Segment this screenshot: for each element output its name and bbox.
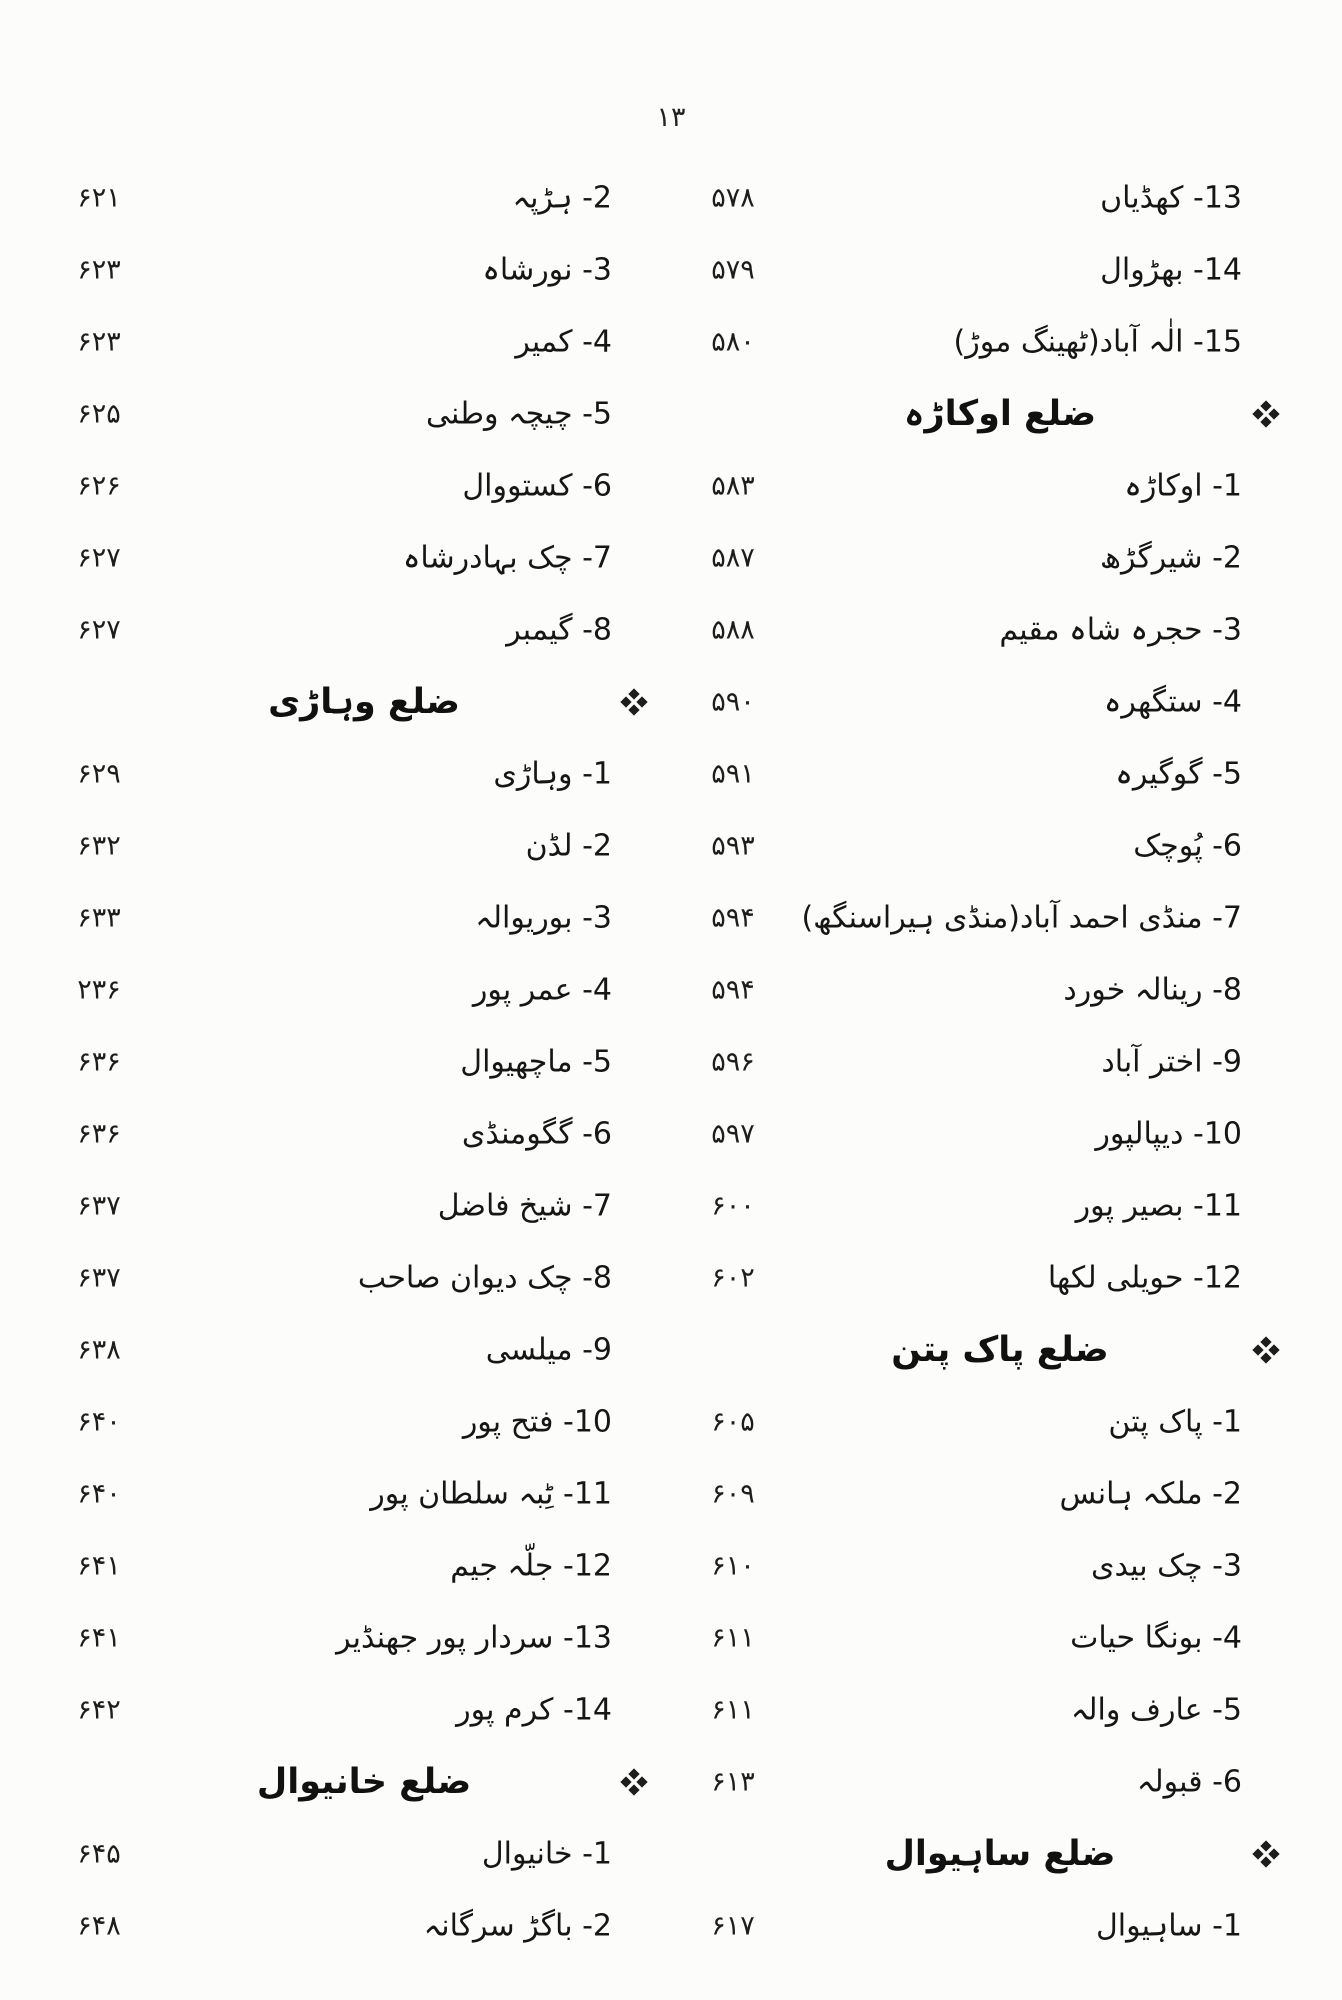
section-marker-icon [623,691,645,713]
toc-row [0,1530,1342,1602]
toc-row [0,1098,1342,1170]
toc-row [0,450,1342,522]
toc-entry: 7- چک بہادرشاہ [402,540,612,576]
toc-row [0,1458,1342,1530]
toc-row [0,882,1342,954]
page-ref-number: ۵۸۸ [711,614,755,646]
page-ref-number: ۶۴۰ [77,1406,121,1438]
toc-entry: 2- ہڑپہ [512,180,612,216]
toc-row [0,666,1342,738]
toc-entry: 1- اوکاڑہ [1124,468,1242,504]
toc-entry: 4- بونگا حیات [1070,1620,1242,1656]
toc-entry: 9- اختر آباد [1101,1044,1242,1080]
toc-row [0,162,1342,234]
section-header: ضلع خانیوال [256,1762,472,1802]
page-ref-number: ۶۱۳ [711,1766,755,1798]
page-ref-number: ۶۴۲ [77,1694,121,1726]
toc-rows [0,162,1342,1962]
toc-entry: 4- کمیر [515,324,612,360]
toc-entry: 6- قبولہ [1136,1764,1242,1800]
page-ref-number: ۵۹۳ [711,830,755,862]
page-ref-number: ۶۲۱ [77,182,121,214]
page-ref-number: ۶۱۷ [711,1910,755,1942]
toc-entry: 11- بصیر پور [1075,1188,1242,1224]
toc-entry: 1- خانیوال [481,1836,612,1872]
toc-entry: 11- ٹِبہ سلطان پور [370,1476,612,1512]
toc-row [0,234,1342,306]
page-ref-number: ۵۷۸ [711,182,755,214]
toc-entry: 13- سردار پور جھنڈیر [336,1620,612,1656]
page-ref-number: ۵۹۴ [711,974,755,1006]
toc-entry: 2- ملکہ ہانس [1059,1476,1242,1512]
page-ref-number: ۵۹۴ [711,902,755,934]
page-ref-number: ۶۳۳ [77,902,121,934]
toc-entry: 5- گوگیرہ [1115,756,1242,792]
page-ref-number: ۶۴۰ [77,1478,121,1510]
toc-row [0,1674,1342,1746]
toc-row [0,1242,1342,1314]
page-ref-number: ۶۲۵ [77,398,121,430]
toc-row [0,594,1342,666]
toc-entry: 5- عارف والہ [1070,1692,1242,1728]
section-marker-icon [1255,403,1277,425]
toc-entry: 6- پُوچک [1133,828,1242,864]
toc-row [0,1746,1342,1818]
section-header: ضلع ساہیوال [884,1834,1116,1874]
page-ref-number: ۶۳۶ [77,1118,121,1150]
toc-entry: 7- شیخ فاضل [437,1188,612,1224]
page-ref-number: ۶۰۲ [711,1262,755,1294]
page-ref-number: ۶۲۶ [77,470,121,502]
toc-row [0,954,1342,1026]
toc-entry: 5- چیچہ وطنی [426,396,612,432]
page-ref-number: ۶۲۷ [77,542,121,574]
section-marker-icon [623,1771,645,1793]
toc-row [0,1026,1342,1098]
page-ref-number: ۶۴۵ [77,1838,121,1870]
page-ref-number: ۶۲۹ [77,758,121,790]
page-ref-number: ۶۲۳ [77,326,121,358]
toc-entry: 3- بوریوالہ [475,900,612,936]
toc-entry: 1- پاک پتن [1108,1404,1242,1440]
toc-entry: 4- عمر پور [472,972,612,1008]
page-ref-number: ۶۲۷ [77,614,121,646]
toc-row [0,1314,1342,1386]
toc-row [0,306,1342,378]
page-ref-number: ۲۳۶ [77,974,121,1006]
toc-entry: 10- دیپالپور [1095,1116,1242,1152]
page-ref-number: ۶۳۸ [77,1334,121,1366]
page-ref-number: ۶۴۱ [77,1622,121,1654]
page-ref-number: ۵۷۹ [711,254,755,286]
toc-entry: 8- رینالہ خورد [1063,972,1242,1008]
toc-entry: 2- لڈن [525,828,612,864]
toc-entry: 8- چک دیوان صاحب [357,1260,612,1296]
page-ref-number: ۶۳۷ [77,1190,121,1222]
page-ref-number: ۶۱۰ [711,1550,755,1582]
page-ref-number: ۶۰۰ [711,1190,755,1222]
toc-entry: 3- حجرہ شاہ مقیم [999,612,1242,648]
page-ref-number: ۵۸۰ [711,326,755,358]
section-header: ضلع پاک پتن [891,1330,1109,1370]
toc-entry: 13- کھڈیاں [1100,180,1242,216]
toc-entry: 12- جلّہ جیم [450,1548,612,1584]
page-ref-number: ۵۹۶ [711,1046,755,1078]
page-ref-number: ۶۲۳ [77,254,121,286]
toc-row [0,738,1342,810]
page-number: ۱۳ [656,102,686,133]
section-header: ضلع وہاڑی [268,682,460,722]
toc-entry: 3- چک بیدی [1090,1548,1242,1584]
page-ref-number: ۶۱۱ [711,1694,755,1726]
toc-entry: 12- حویلی لکھا [1047,1260,1242,1296]
page-ref-number: ۵۹۷ [711,1118,755,1150]
page-ref-number: ۶۰۵ [711,1406,755,1438]
toc-entry: 1- وہاڑی [493,756,612,792]
toc-entry: 8- گیمبر [506,612,612,648]
page-ref-number: ۵۹۰ [711,686,755,718]
toc-entry: 14- کرم پور [456,1692,612,1728]
toc-entry: 14- بھڑوال [1100,252,1242,288]
toc-entry: 2- باگڑ سرگانہ [423,1908,612,1944]
toc-entry: 4- ستگھرہ [1103,684,1242,720]
section-header: ضلع اوکاڑہ [903,394,1097,434]
toc-entry: 7- منڈی احمد آباد(منڈی ہیراسنگھ) [801,900,1242,936]
page-ref-number: ۶۴۱ [77,1550,121,1582]
page-ref-number: ۶۰۹ [711,1478,755,1510]
toc-entry: 3- نورشاہ [482,252,612,288]
toc-row [0,810,1342,882]
toc-entry: 5- ماچھیوال [460,1044,612,1080]
toc-entry: 2- شیرگڑھ [1100,540,1242,576]
page-ref-number: ۶۴۸ [77,1910,121,1942]
page-ref-number: ۵۸۷ [711,542,755,574]
page-ref-number: ۵۸۳ [711,470,755,502]
toc-row [0,1890,1342,1962]
toc-row [0,1818,1342,1890]
page-ref-number: ۶۳۶ [77,1046,121,1078]
toc-entry: 15- الٰہ آباد(ٹھینگ موڑ) [953,324,1242,360]
toc-row [0,378,1342,450]
toc-row [0,1386,1342,1458]
toc-entry: 6- گگومنڈی [461,1116,612,1152]
section-marker-icon [1255,1843,1277,1865]
page-ref-number: ۵۹۱ [711,758,755,790]
section-marker-icon [1255,1339,1277,1361]
toc-entry: 6- کستووال [462,468,612,504]
toc-row [0,1170,1342,1242]
toc-row [0,522,1342,594]
page-ref-number: ۶۳۲ [77,830,121,862]
page-ref-number: ۶۱۱ [711,1622,755,1654]
page-ref-number: ۶۳۷ [77,1262,121,1294]
toc-row [0,1602,1342,1674]
toc-entry: 10- فتح پور [462,1404,612,1440]
toc-entry: 9- میلسی [485,1332,612,1368]
toc-entry: 1- ساہیوال [1096,1908,1242,1944]
